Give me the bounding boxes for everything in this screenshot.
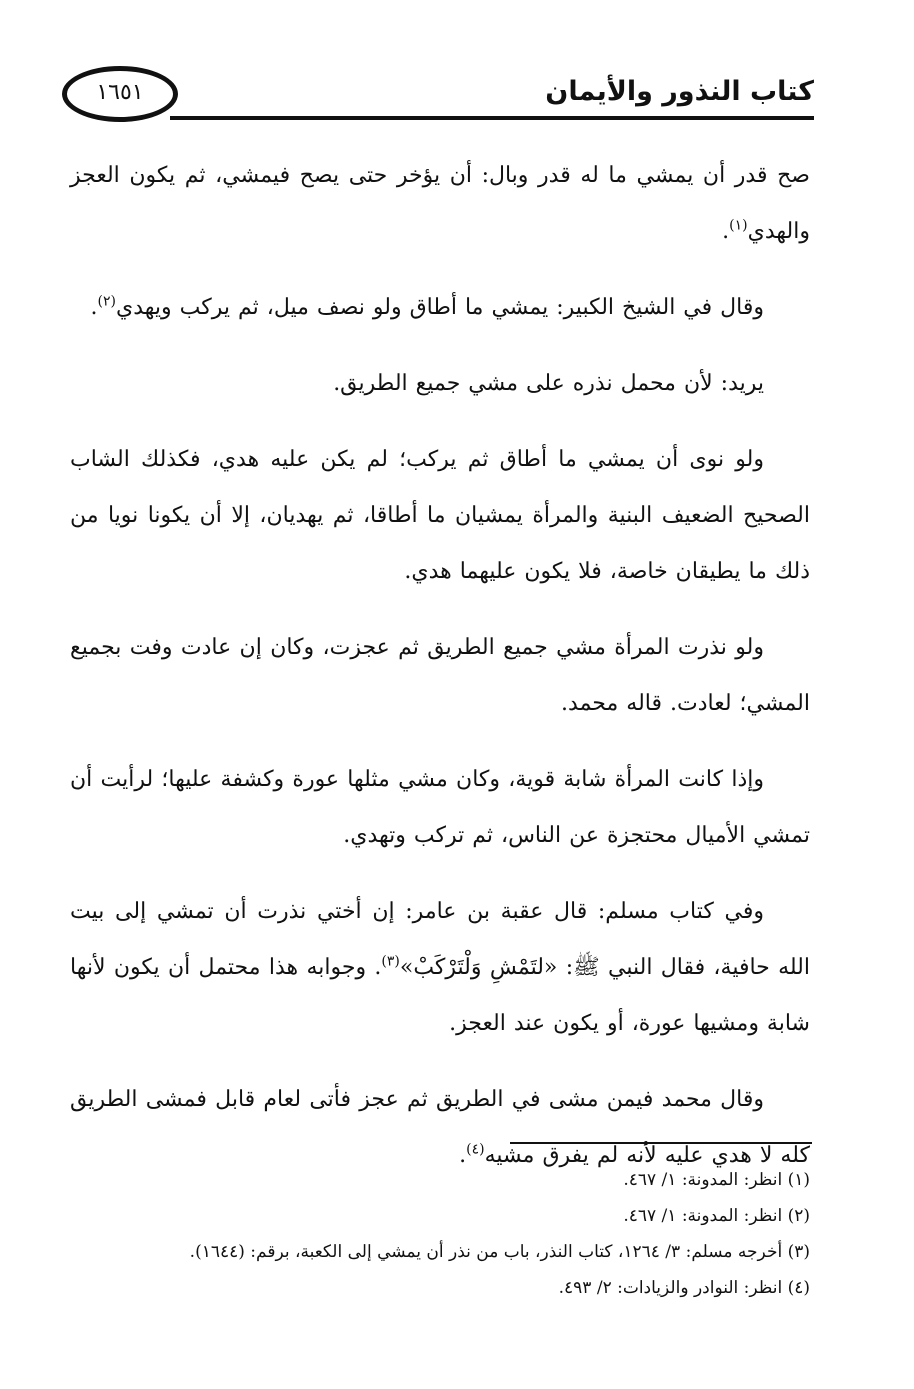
- header-rule: [170, 116, 814, 120]
- paragraph-text: وقال محمد فيمن مشى في الطريق ثم عجز فأتى لعام قابل فمشى الطريق كله لا هدي عليه لأنه لم يفرق مشيه: [70, 1087, 810, 1168]
- paragraph: [70, 148, 810, 260]
- paragraph-text: ولو نوى أن يمشي ما أطاق ثم يركب؛ لم يكن عليه هدي، فكذلك الشاب الصحيح الضعيف البنية والمرأة يمشيان ما أطاقا، ثم يهديان، إلا أن يكونا نويا من ذلك ما يطيقان خاصة، فلا يكون عليهما هدي.: [70, 447, 810, 584]
- footnote: (٤) انظر: النوادر والزيادات: ٢/ ٤٩٣.: [558, 1278, 810, 1298]
- page-header: [62, 66, 814, 130]
- page-number: ١٦٥١: [96, 80, 144, 105]
- paragraph-end: .: [722, 219, 730, 244]
- paragraph: [70, 884, 810, 1052]
- footnote-separator: [510, 1142, 812, 1144]
- paragraph-text: وإذا كانت المرأة شابة قوية، وكان مشي مثلها عورة وكشفة عليها؛ لرأيت أن تمشي الأميال محتجزة عن الناس، ثم تركب وتهدي.: [70, 767, 810, 848]
- paragraph-text: يريد: لأن محمل نذره على مشي جميع الطريق.: [333, 371, 764, 396]
- paragraph-end: . وجوابه هذا محتمل أن يكون لأنها شابة ومشيها عورة، أو يكون عند العجز.: [70, 955, 810, 1036]
- paragraph: [70, 280, 810, 336]
- footnote: (٢) انظر: المدونة: ١/ ٤٦٧.: [623, 1206, 810, 1226]
- footnote-ref: (١): [729, 217, 748, 234]
- paragraph: [70, 432, 810, 600]
- paragraph-text: وقال في الشيخ الكبير: يمشي ما أطاق ولو نصف ميل، ثم يركب ويهدي: [116, 295, 764, 320]
- main-text: [70, 148, 810, 1204]
- footnote: (١) انظر: المدونة: ١/ ٤٦٧.: [623, 1170, 810, 1190]
- footnote-ref: (٣): [381, 953, 400, 970]
- chapter-title: كتاب النذور والأيمان: [545, 76, 814, 107]
- paragraph-text: صح قدر أن يمشي ما له قدر وبال: أن يؤخر حتى يصح فيمشي، ثم يكون العجز والهدي: [70, 163, 810, 244]
- paragraph-text: وفي كتاب مسلم: قال عقبة بن عامر: إن أختي نذرت أن تمشي إلى بيت الله حافية، فقال النبي ﷺ: «لتَمْشِ وَلْتَرْكَبْ»: [70, 899, 810, 980]
- footnote-ref: (٤): [466, 1141, 485, 1158]
- paragraph-text: ولو نذرت المرأة مشي جميع الطريق ثم عجزت، وكان إن عادت وفت بجميع المشي؛ لعادت. قاله محمد.: [70, 635, 810, 716]
- paragraph: [70, 620, 810, 732]
- paragraph-end: .: [459, 1143, 467, 1168]
- footnotes: [70, 1162, 810, 1306]
- paragraph: [70, 356, 810, 412]
- paragraph: [70, 752, 810, 864]
- footnote-ref: (٢): [97, 293, 117, 310]
- footnote: (٣) أخرجه مسلم: ٣/ ١٢٦٤، كتاب النذر، باب من نذر أن يمشي إلى الكعبة، برقم: (١٦٤٤).: [189, 1242, 810, 1262]
- paragraph-end: .: [90, 295, 98, 320]
